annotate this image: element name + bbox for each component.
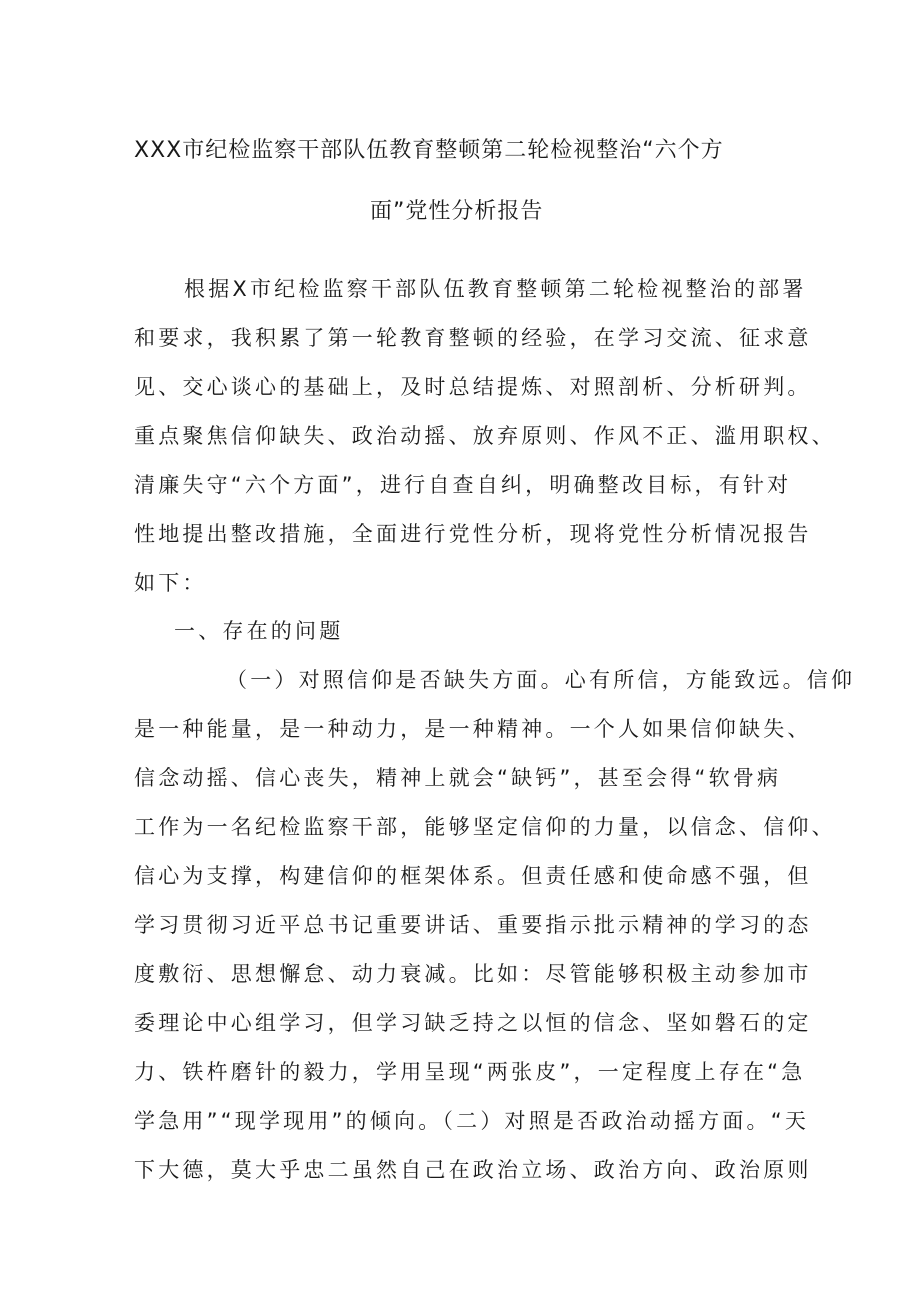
- section-heading: 一、存在的问题: [174, 619, 344, 643]
- paragraph-line: 如下：: [134, 571, 207, 595]
- paragraph-line: 学习贯彻习近平总书记重要讲话、重要指示批示精神的学习的态: [134, 913, 812, 937]
- paragraph-line: 委理论中心组学习，但学习缺乏持之以恒的信念、坚如磐石的定: [134, 1011, 812, 1035]
- paragraph-line: 性地提出整改措施，全面进行党性分析，现将党性分析情况报告: [134, 522, 812, 546]
- paragraph-line: 信心为支撑，构建信仰的框架体系。但责任感和使命感不强，但: [134, 864, 812, 888]
- paragraph-line: 信念动摇、信心丧失，精神上就会“缺钙”，甚至会得“软骨病: [134, 766, 782, 790]
- document-title-line-2: 面”党性分析报告: [370, 199, 544, 224]
- paragraph-line: 见、交心谈心的基础上，及时总结提炼、对照剖析、分析研判。: [134, 375, 812, 399]
- paragraph-line: 重点聚焦信仰缺失、政治动摇、放弃原则、作风不正、滥用职权、: [134, 424, 836, 448]
- paragraph-line: 工作为一名纪检监察干部，能够坚定信仰的力量，以信念、信仰、: [134, 815, 836, 839]
- paragraph-line: 根据X市纪检监察干部队伍教育整顿第二轮检视整治的部署: [184, 277, 807, 301]
- paragraph-line: 下大德，莫大乎忠二虽然自己在政治立场、政治方向、政治原则: [134, 1158, 812, 1182]
- paragraph-line: 学急用”“现学现用”的倾向。（二）对照是否政治动摇方面。“天: [134, 1109, 810, 1133]
- paragraph-line: 力、铁杵磨针的毅力，学用呈现“两张皮”，一定程度上存在“急: [134, 1060, 806, 1084]
- paragraph-line: （一）对照信仰是否缺失方面。心有所信，方能致远。信仰: [226, 668, 856, 692]
- paragraph-line: 是一种能量，是一种动力，是一种精神。一个人如果信仰缺失、: [134, 717, 812, 741]
- paragraph-line: 清廉失守“六个方面”，进行自查自纠，明确整改目标，有针对: [134, 473, 792, 497]
- paragraph-line: 度敷衍、思想懈怠、动力衰减。比如：尽管能够积极主动参加市: [134, 962, 812, 986]
- document-title-line-1: XXX市纪检监察干部队伍教育整顿第二轮检视整治“六个方: [134, 138, 724, 163]
- paragraph-line: 和要求，我积累了第一轮教育整顿的经验，在学习交流、征求意: [134, 326, 812, 350]
